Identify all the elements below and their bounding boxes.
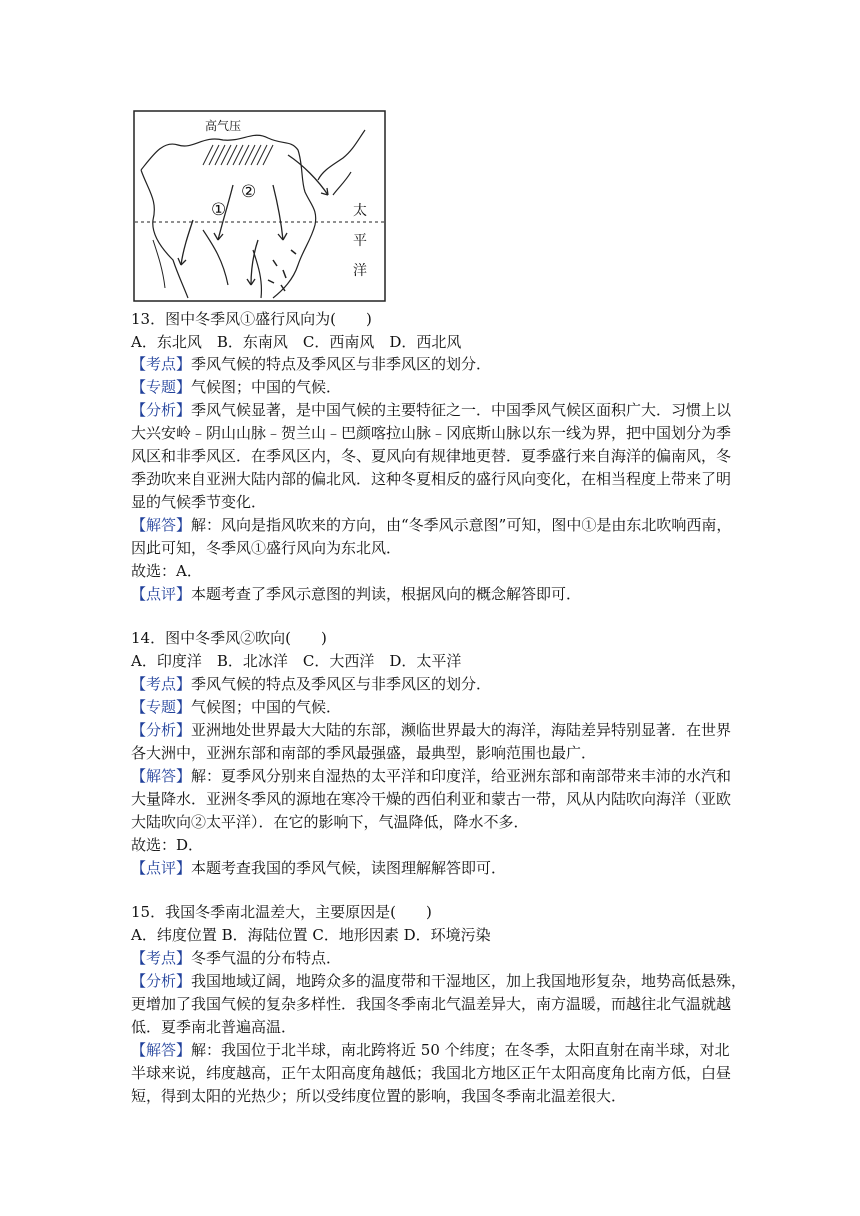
kaodian-tag: 【考点】 bbox=[131, 355, 192, 373]
q15-fenxi-line2: 更增加了我国气候的复杂多样性．我国冬季南北气温差异大，南方温暖，而越往北气温就越 bbox=[131, 995, 732, 1013]
q15-jieda-line2: 半球来说，纬度越高，正午太阳高度角越低；我国北方地区正午太阳高度角比南方低，白昼 bbox=[131, 1064, 732, 1082]
q15-jieda-line3: 短，得到太阳的光热少；所以受纬度位置的影响，我国冬季南北温差很大． bbox=[131, 1087, 627, 1105]
q14-jieda-line2: 大量降水．亚洲冬季风的源地在寒冷干燥的西伯利亚和蒙古一带，风从内陆吹向海洋（亚欧 bbox=[131, 790, 732, 808]
q13-options: A．东北风 B．东南风 C．西南风 D．西北风 bbox=[131, 333, 462, 351]
fenxi-text: 我国地域辽阔，地跨众多的温度带和干湿地区，加上我国地形复杂，地势高低悬殊， bbox=[191, 972, 747, 990]
q14-answer: 故选：D． bbox=[131, 836, 204, 854]
q13-stem: 13．图中冬季风①盛行风向为( ) bbox=[131, 310, 372, 328]
jieda-tag: 【解答】 bbox=[131, 1041, 192, 1059]
q15-jieda bbox=[131, 1039, 730, 1061]
jieda-text: 解：我国位于北半球，南北跨将近 50 个纬度；在冬季，太阳直射在南半球，对北 bbox=[191, 1041, 730, 1059]
monsoon-map-figure bbox=[133, 110, 386, 302]
jieda-text: 解：夏季风分别来自湿热的太平洋和印度洋，给亚洲东部和南部带来丰沛的水汽和 bbox=[191, 767, 732, 785]
q13-fenxi-line5: 显的气候季节变化． bbox=[131, 493, 267, 511]
q15-fenxi bbox=[131, 970, 746, 992]
kaodian-tag: 【考点】 bbox=[131, 949, 192, 967]
dianping-tag: 【点评】 bbox=[131, 859, 192, 877]
fenxi-tag: 【分析】 bbox=[131, 721, 192, 739]
fenxi-text: 亚洲地处世界最大大陆的东部，濒临世界最大的海洋，海陆差异特别显著．在世界 bbox=[191, 721, 732, 739]
q14-stem: 14．图中冬季风②吹向( ) bbox=[131, 629, 327, 647]
q13-answer: 故选：A． bbox=[131, 562, 202, 580]
q13-dianping bbox=[131, 583, 581, 605]
q13-jieda bbox=[131, 514, 731, 536]
q14-options: A．印度洋 B．北冰洋 C．大西洋 D．太平洋 bbox=[131, 652, 462, 670]
q14-zhuanti bbox=[131, 696, 341, 718]
jieda-tag: 【解答】 bbox=[131, 767, 192, 785]
jieda-tag: 【解答】 bbox=[131, 516, 192, 534]
q13-fenxi-line2: 大兴安岭﹣阴山山脉﹣贺兰山﹣巴颜喀拉山脉﹣冈底斯山脉以东一线为界，把中国划分为季 bbox=[131, 424, 732, 442]
q15-stem: 15．我国冬季南北温差大，主要原因是( ) bbox=[131, 903, 432, 921]
ocean-label-ping: 平 bbox=[353, 233, 367, 249]
fenxi-tag: 【分析】 bbox=[131, 972, 192, 990]
q14-fenxi-line2: 各大洲中，亚洲东部和南部的季风最强盛，最典型，影响范围也最广． bbox=[131, 744, 597, 762]
kaodian-text: 季风气候的特点及季风区与非季风区的划分． bbox=[191, 675, 492, 693]
zhuanti-text: 气候图；中国的气候． bbox=[191, 378, 342, 396]
q15-options: A．纬度位置 B．海陆位置 C．地形因素 D．环境污染 bbox=[131, 926, 491, 944]
q13-fenxi bbox=[131, 399, 731, 421]
zhuanti-text: 气候图；中国的气候． bbox=[191, 698, 342, 716]
dianping-tag: 【点评】 bbox=[131, 585, 192, 603]
ocean-label-yang: 洋 bbox=[353, 263, 367, 279]
fenxi-text: 季风气候显著，是中国气候的主要特征之一．中国季风气候区面积广大．习惯上以 bbox=[191, 401, 732, 419]
ocean-label-tai: 太 bbox=[353, 203, 367, 219]
q13-zhuanti bbox=[131, 376, 341, 398]
jieda-text: 解：风向是指风吹来的方向，由“冬季风示意图”可知，图中①是由东北吹响西南， bbox=[191, 516, 732, 534]
q13-fenxi-line3: 风区和非季风区．在季风区内，冬、夏风向有规律地更替．夏季盛行来自海洋的偏南风，冬 bbox=[131, 447, 732, 465]
kaodian-tag: 【考点】 bbox=[131, 675, 192, 693]
fenxi-tag: 【分析】 bbox=[131, 401, 192, 419]
high-pressure-label: 高气压 bbox=[205, 119, 242, 133]
q14-jieda-line3: 大陆吹向②太平洋）．在它的影响下，气温降低，降水不多． bbox=[131, 813, 529, 831]
q14-dianping bbox=[131, 857, 506, 879]
q13-jieda-line2: 因此可知，冬季风①盛行风向为东北风． bbox=[131, 539, 402, 557]
kaodian-text: 季风气候的特点及季风区与非季风区的划分． bbox=[191, 355, 492, 373]
q13-fenxi-line4: 季劲吹来自亚洲大陆内部的偏北风．这种冬夏相反的盛行风向变化，在相当程度上带来了明 bbox=[131, 470, 732, 488]
kaodian-text: 冬季气温的分布特点． bbox=[191, 949, 342, 967]
q14-jieda bbox=[131, 765, 731, 787]
q14-fenxi bbox=[131, 719, 731, 741]
dianping-text: 本题考查了季风示意图的判读，根据风向的概念解答即可． bbox=[191, 585, 582, 603]
q15-kaodian bbox=[131, 947, 341, 969]
dianping-text: 本题考查我国的季风气候，读图理解解答即可． bbox=[191, 859, 507, 877]
q14-kaodian bbox=[131, 673, 491, 695]
q15-fenxi-line3: 低．夏季南北普遍高温． bbox=[131, 1018, 297, 1036]
marker-1: ① bbox=[211, 200, 227, 220]
marker-2: ② bbox=[241, 182, 257, 202]
zhuanti-tag: 【专题】 bbox=[131, 378, 192, 396]
zhuanti-tag: 【专题】 bbox=[131, 698, 192, 716]
q13-kaodian bbox=[131, 353, 491, 375]
